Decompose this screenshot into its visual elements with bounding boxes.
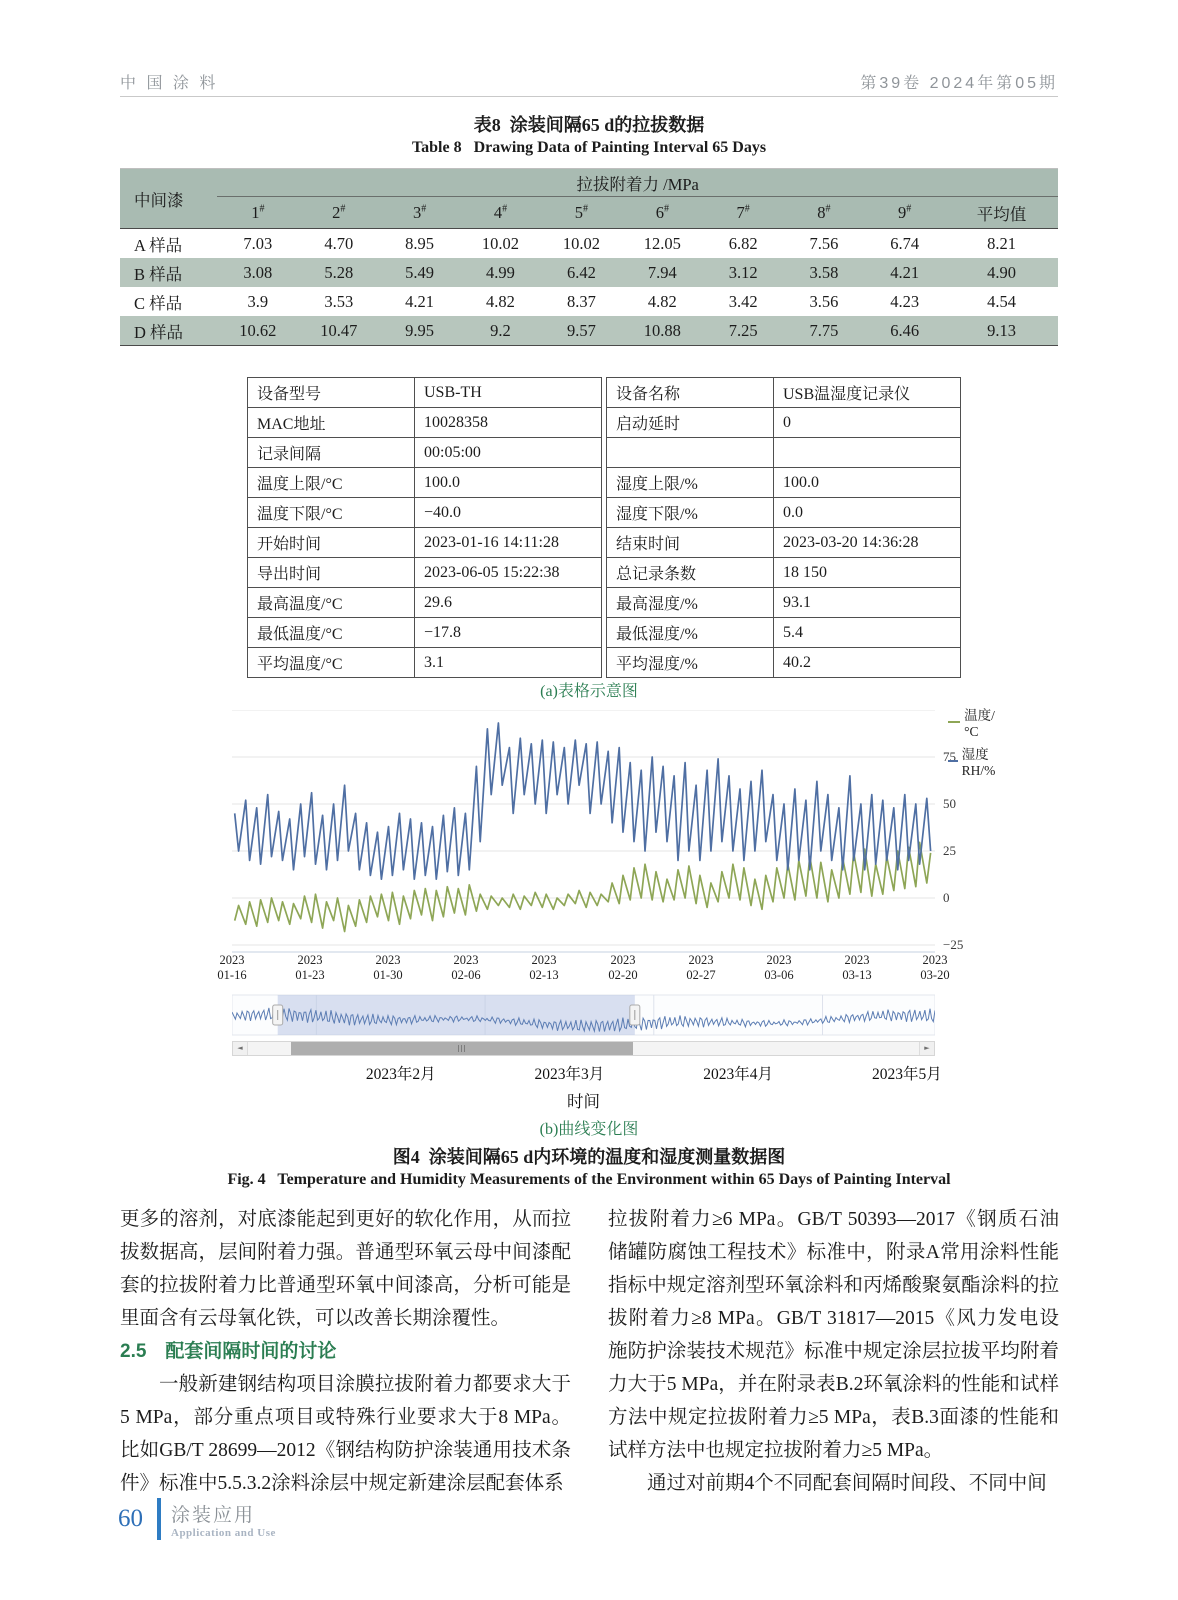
table8-cell: 9.95 [379,316,460,346]
device-field-value: 18 150 [774,558,961,588]
device-field-value: 2023-01-16 14:11:28 [415,528,602,558]
table8-cell: 3.9 [247,291,269,311]
table8-cell: 3.08 [217,258,298,287]
x-tick-year: 2023 [610,953,636,967]
scroll-left-arrow-icon[interactable]: ◄ [233,1042,248,1055]
device-field-label: 导出时间 [248,558,415,588]
device-table-row [607,408,961,438]
x-axis-tick-label [903,953,967,983]
table8-cell: 4.82 [647,291,677,311]
body-right-column [608,1203,1059,1500]
table8-average-column-header: 平均值 [976,204,1027,224]
device-field-label: 结束时间 [607,528,774,558]
table8-sample-column-header: 6# [655,202,669,222]
x-axis-tick-label [747,953,811,983]
pull-off-table-header [120,169,1058,229]
device-table-row [248,558,602,588]
device-table-row [248,498,602,528]
table8-average-cell: 4.90 [945,258,1058,287]
table8-cell: 10.47 [298,316,379,346]
device-table-row [607,618,961,648]
device-table-row [248,468,602,498]
x-tick-date: 02-20 [608,968,638,982]
table8-cell: 7.56 [809,233,839,253]
scrollbar-thumb[interactable] [291,1042,633,1055]
journal-name: 中 国 涂 料 [120,75,219,92]
device-table-row [607,498,961,528]
x-tick-date: 02-27 [686,968,716,982]
table8-cell: 8.95 [405,233,435,253]
nav-left-handle[interactable] [273,1005,283,1025]
device-field-label: 设备名称 [607,378,774,408]
device-table-right [606,377,961,678]
device-field-label: 启动延时 [607,408,774,438]
caption-a: (a)表格示意图 [540,683,638,700]
device-field-value: 93.1 [774,588,961,618]
x-tick-year: 2023 [375,953,401,967]
table8-cell: 3.56 [809,291,839,311]
device-table-row [248,528,602,558]
x-tick-year: 2023 [453,953,479,967]
table8-cell: 4.23 [890,291,920,311]
x-tick-date: 01-23 [295,968,325,982]
device-field-value: 10028358 [415,408,602,438]
x-tick-year: 2023 [766,953,792,967]
table8-cell: 9.57 [541,316,622,346]
device-table-row [607,468,961,498]
x-tick-date: 03-20 [920,968,950,982]
table8-cell: 5.28 [298,258,379,287]
table8-cell: 4.70 [324,233,354,253]
navigator-month-labels [232,1062,942,1084]
figure4-caption-en: Fig. 4 Temperature and Humidity Measurements of the Environment within 65 Days of Painting Interval [227,1171,951,1188]
device-info-table [247,377,961,678]
device-field-label: 记录间隔 [248,438,415,468]
table8-cell: 12.05 [643,233,681,253]
legend-item-humidity [948,743,1001,779]
header-rule [120,96,1058,97]
humidity-series-line [235,723,931,879]
body-paragraph: 拉拔附着力≥6 MPa。GB/T 50393—2017《钢质石油储罐防腐蚀工程技术》标准中，附录A常用涂料性能指标中规定溶剂型环氧涂料和丙烯酸聚氨酯涂料的拉拔附着力≥8 MPa。GB/T 31817—2015《风力发电设施防护涂装技术规范》标准中规定涂层拉拔平均附着力大于5 MPa，并在附录表B.2环氧涂料的性能和试样方法中规定拉拔附着力≥5 MPa，表B.3面漆的性能和试样方法中也规定拉拔附着力≥5 MPa。 [608,1209,1059,1461]
table8-cell: 10.88 [622,316,703,346]
y-axis-tick-label: −25 [943,937,964,952]
device-field-value: 40.2 [774,648,961,678]
table8-cell: 9.2 [460,316,541,346]
x-tick-year: 2023 [297,953,323,967]
table8-cell: 8.37 [566,291,596,311]
device-field-value [774,438,961,468]
x-tick-date: 02-13 [529,968,559,982]
device-field-value: USB温湿度记录仪 [774,378,961,408]
x-tick-year: 2023 [922,953,948,967]
x-axis-tick-label [512,953,576,983]
scroll-right-arrow-icon[interactable]: ► [919,1042,934,1055]
x-tick-date: 01-16 [217,968,247,982]
table8-cell: 6.42 [541,258,622,287]
x-axis-tick-label [434,953,498,983]
y-axis-tick-label: 50 [943,796,956,811]
device-table-row [248,618,602,648]
temperature-line-swatch [948,721,960,723]
chart-legend [948,704,1001,782]
device-field-value: 100.0 [774,468,961,498]
device-table-row [248,588,602,618]
footer-section-en: Application and Use [171,1526,276,1539]
table8-cell: 10.02 [562,233,600,253]
device-field-label: 最低温度/°C [248,618,415,648]
device-field-label: 最高湿度/% [607,588,774,618]
x-tick-date: 01-30 [373,968,403,982]
device-table-row [607,528,961,558]
device-field-label: 最高温度/°C [248,588,415,618]
table8-sample-column-header: 5# [574,202,589,222]
table8-row-label: D 样品 [120,316,217,346]
device-field-label: 最低湿度/% [607,618,774,648]
device-field-label: 设备型号 [248,378,415,408]
temperature-series-line [235,842,931,931]
legend-item-temperature [948,704,1001,740]
device-table-row [248,648,602,678]
device-field-value: 0 [774,408,961,438]
x-tick-date: 02-06 [451,968,481,982]
device-table-row [607,378,961,408]
device-field-label: 开始时间 [248,528,415,558]
device-table-left [247,377,602,678]
table8-sample-column-header: 4# [493,202,508,222]
x-tick-year: 2023 [219,953,245,967]
page-footer [118,1498,276,1540]
navigator-month-label: 2023年4月 [703,1066,774,1083]
legend-label-temperature: 温度/°C [964,708,995,739]
navigator-scrollbar[interactable] [232,1041,935,1056]
device-table-row [607,438,961,468]
device-field-label: 湿度下限/% [607,498,774,528]
device-table-row [248,438,602,468]
x-axis-tick-label [278,953,342,983]
device-table-row [248,378,602,408]
x-axis-tick-label [356,953,420,983]
table8-cell: 10.62 [217,316,298,346]
device-field-label: 湿度上限/% [607,468,774,498]
device-field-label: 温度上限/°C [248,468,415,498]
device-field-value: −17.8 [415,618,602,648]
table8-caption-cn: 表8 涂装间隔65 d的拉拔数据 [473,115,705,135]
table8-cell: 7.75 [784,316,865,346]
table8-cell: 7.25 [703,316,784,346]
table8-row-label: B 样品 [120,258,217,287]
x-tick-year: 2023 [844,953,870,967]
table8-row [120,316,1058,346]
device-field-label: 平均温度/°C [248,648,415,678]
table8-cell: 3.42 [728,291,758,311]
table8-cell: 7.03 [243,233,273,253]
x-tick-year: 2023 [531,953,557,967]
table8-cell: 3.58 [784,258,865,287]
device-field-value: 2023-06-05 15:22:38 [415,558,602,588]
table8-cell: 6.74 [890,233,920,253]
legend-label-humidity: 湿度RH/% [961,747,996,778]
x-axis-tick-label [825,953,889,983]
section-heading: 2.5 配套间隔时间的讨论 [120,1341,337,1362]
table8-row [120,258,1058,287]
device-field-value: 100.0 [415,468,602,498]
table8-sample-column-header: 9# [898,202,912,222]
table8-cell: 5.49 [379,258,460,287]
table8-cell: 6.82 [728,233,758,253]
device-field-label: MAC地址 [248,408,415,438]
figure4-caption-cn: 图4 涂装间隔65 d内环境的温度和湿度测量数据图 [392,1147,786,1167]
table8-stub-header: 中间漆 [134,190,184,210]
x-tick-date: 03-06 [764,968,794,982]
humidity-line-swatch [948,760,958,762]
issue-info: 第39卷 2024年第05期 [860,75,1058,92]
table8-sample-column-header: 8# [817,202,831,222]
x-axis-ticks [217,953,950,989]
table8-cell: 4.99 [460,258,541,287]
table8-cell: 10.02 [481,233,520,253]
navigator-selection-window[interactable] [278,995,635,1035]
table8-group-header: 拉拔附着力 /MPa [217,169,1058,197]
chart-plot-area [232,710,935,960]
device-table-row [607,558,961,588]
body-paragraph: 更多的溶剂，对底漆能起到更好的软化作用，从而拉拔数据高，层间附着力强。普通型环氧云母中间漆配套的拉拔附着力比普通型环氧中间漆高，分析可能是里面含有云母氧化铁，可以改善长期涂覆性。 [120,1209,571,1329]
page-number: 60 [118,1505,143,1532]
table8-sample-column-header: 3# [412,202,427,222]
device-field-value: 29.6 [415,588,602,618]
y-axis-tick-label: 75 [943,749,956,764]
table8-caption-en: Table 8 Drawing Data of Painting Interval 65 Days [411,139,767,156]
table8-cell: 4.21 [864,258,945,287]
table8-row [120,287,1058,316]
x-axis-tick-label [591,953,655,983]
table8-cell: 4.82 [486,291,515,311]
navigator-month-label: 2023年5月 [871,1066,942,1083]
device-field-value: 3.1 [415,648,602,678]
table8-cell: 4.21 [405,291,435,311]
temperature-humidity-chart [217,708,996,1111]
table8-row-label: C 样品 [134,293,183,313]
y-axis-tick-label: 0 [943,890,950,905]
device-field-value: 00:05:00 [415,438,602,468]
device-table-row [248,408,602,438]
footer-section-cn: 涂装应用 [171,1504,256,1526]
table8-cell: 3.53 [324,291,354,311]
navigator-month-label: 2023年2月 [365,1066,436,1083]
table8-cell: 7.94 [622,258,703,287]
device-field-label [607,438,774,468]
table8-sample-column-header: 7# [736,202,750,222]
device-field-label: 平均湿度/% [607,648,774,678]
table8-cell: 3.12 [703,258,784,287]
x-tick-year: 2023 [688,953,714,967]
device-field-value: 5.4 [774,618,961,648]
x-axis-tick-label [200,953,264,983]
time-axis-title: 时间 [567,1092,600,1111]
device-field-value: 2023-03-20 14:36:28 [774,528,961,558]
y-axis-tick-label: 25 [943,843,956,858]
range-navigator[interactable] [232,993,935,1039]
table8-row [120,229,1058,259]
table8-sample-column-header: 1# [251,202,265,222]
journal-header [120,70,1058,93]
device-field-value: −40.0 [415,498,602,528]
table8-cell: 6.46 [864,316,945,346]
navigator-month-label: 2023年3月 [534,1066,605,1083]
device-field-value: 0.0 [774,498,961,528]
device-field-label: 总记录条数 [607,558,774,588]
table8-average-cell: 8.21 [987,233,1016,253]
device-table-row [607,648,961,678]
x-axis-tick-label [669,953,733,983]
pull-off-data-table [120,168,1058,346]
table8-average-cell: 9.13 [945,316,1058,346]
device-table-row [607,588,961,618]
table8-sample-column-header: 2# [332,202,346,222]
footer-divider [157,1498,161,1540]
nav-right-handle[interactable] [630,1005,640,1025]
table8-row-label: A 样品 [134,235,183,255]
caption-b: (b)曲线变化图 [539,1121,639,1138]
device-field-value: USB-TH [415,378,602,408]
body-paragraph: 通过对前期4个不同配套间隔时间段、不同中间 [647,1473,1047,1494]
body-paragraph: 一般新建钢结构项目涂膜拉拔附着力都要求大于5 MPa，部分重点项目或特殊行业要求大于8 MPa。比如GB/T 28699—2012《钢结构防护涂装通用技术条件》标准中5.5.3.2涂料涂层中规定新建涂层配套体系 [120,1374,571,1494]
x-tick-date: 03-13 [842,968,872,982]
device-field-label: 温度下限/°C [248,498,415,528]
table8-average-cell: 4.54 [987,291,1016,311]
body-left-column [120,1203,571,1500]
